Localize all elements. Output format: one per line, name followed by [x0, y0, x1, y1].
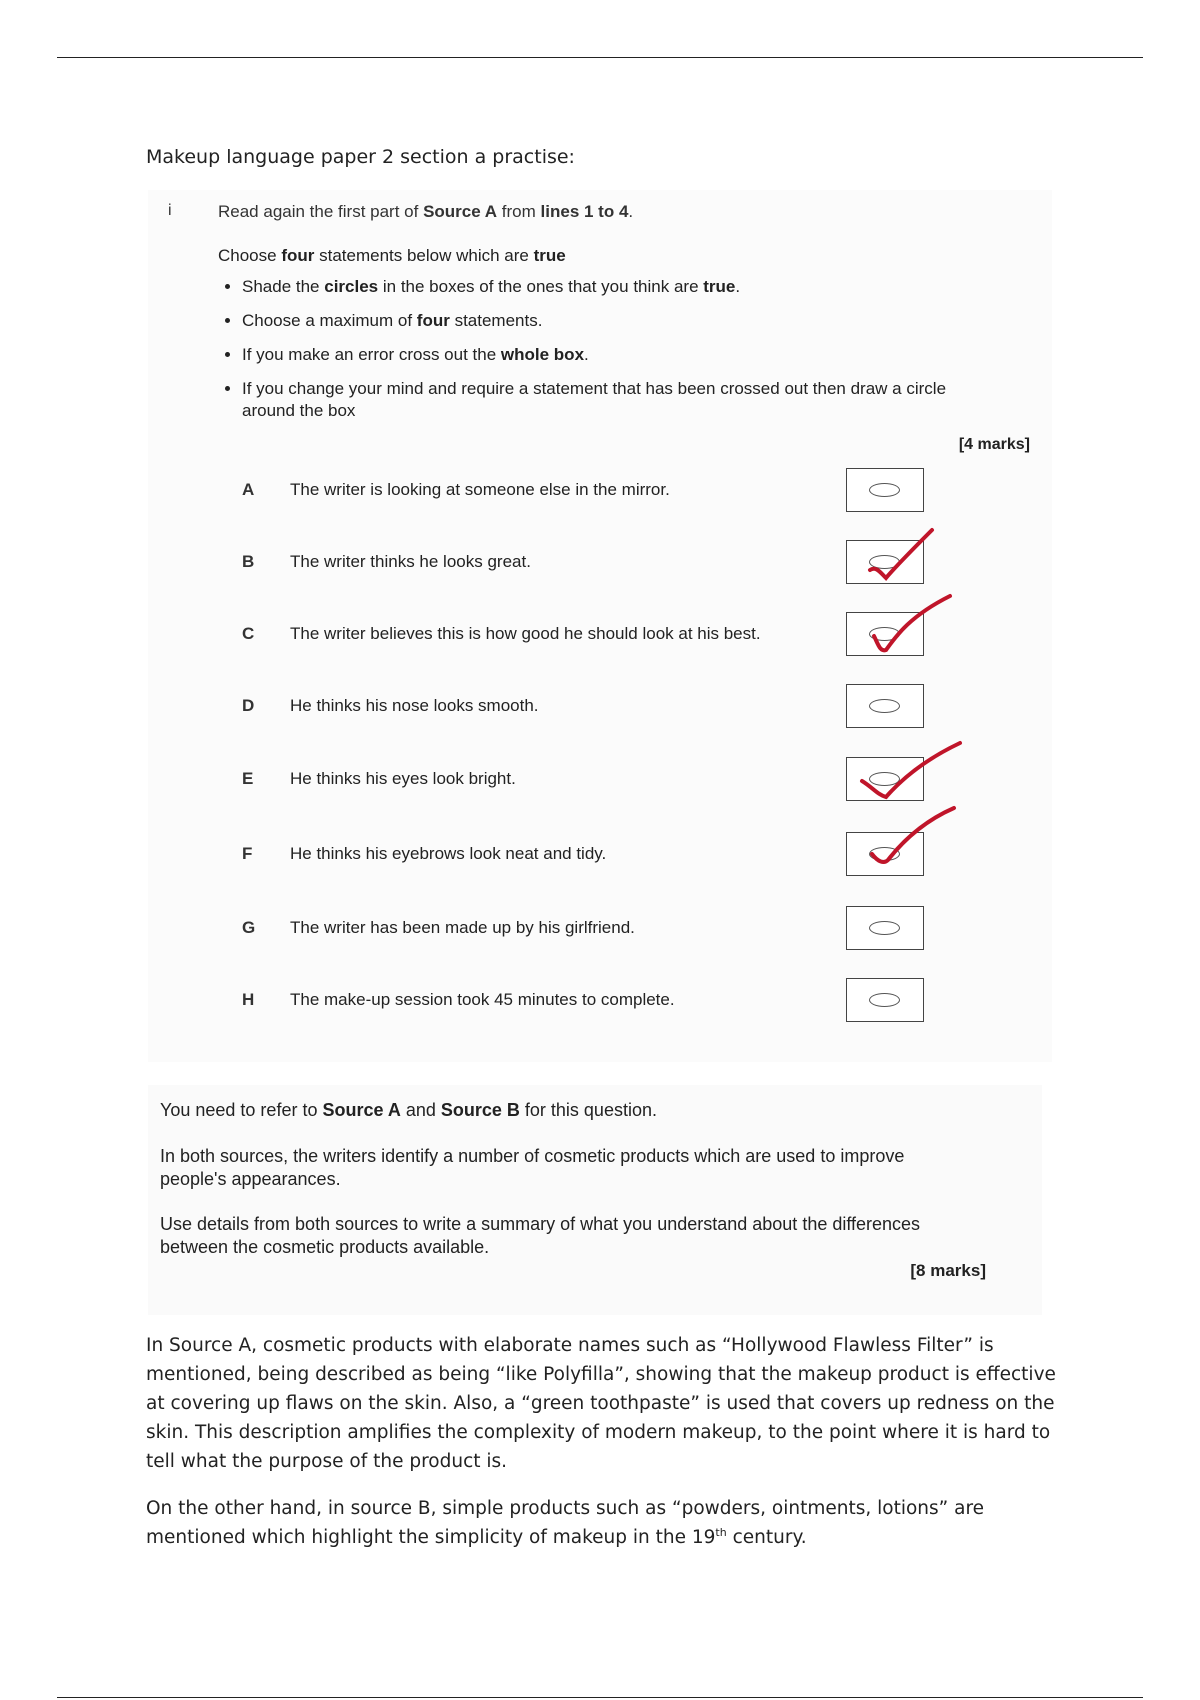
option-statement: The writer is looking at someone else in the mirror. [290, 480, 670, 499]
option-statement: He thinks his eyes look bright. [290, 769, 516, 788]
document-title: Makeup language paper 2 section a practise: [146, 146, 575, 168]
tick-mark-icon [848, 570, 958, 670]
question-2-context: In both sources, the writers identify a number of cosmetic products which are used to improve people's appearances. [160, 1146, 905, 1189]
instruction-bullet: • Choose a maximum of four statements. [242, 310, 962, 332]
option-statement: The writer thinks he looks great. [290, 552, 531, 571]
option-statement: He thinks his eyebrows look neat and tidy. [290, 844, 607, 863]
answer-paragraph-2: On the other hand, in source B, simple products such as “powders, ointments, lotions” are mentioned which highlight the simplicity of makeup in the 19th century. [146, 1498, 985, 1548]
option-letter: D [242, 696, 255, 715]
answer-circle[interactable] [869, 699, 900, 713]
instruction-bullets [218, 276, 962, 434]
option-g [148, 904, 1052, 954]
marks-label: [4 marks] [958, 436, 1030, 453]
option-letter: E [242, 769, 254, 788]
option-letter: A [242, 480, 255, 499]
option-letter: C [242, 624, 255, 643]
footer-rule [57, 1697, 1143, 1698]
option-statement: The make-up session took 45 minutes to complete. [290, 990, 675, 1009]
instruction-bullet: • If you make an error cross out the whole box. [242, 344, 962, 366]
question-1-instruction: Read again the first part of Source A from lines 1 to 4. [218, 202, 634, 221]
option-letter: F [242, 844, 253, 863]
instruction-bullet: • If you change your mind and require a statement that has been crossed out then draw a circle around the box [242, 378, 962, 422]
answer-paragraph-1: In Source A, cosmetic products with elaborate names such as “Hollywood Flawless Filter” is mentioned, being described as being “like Polyfilla”, showing that the makeup product is effective at covering up flaws on the skin. Also, a “green toothpaste” is used that covers up redness on the skin. This description amplifies the complexity of modern makeup, to the point where it is hard to tell what the purpose of the product is. [146, 1335, 1056, 1472]
marks-label: [8 marks] [910, 1261, 986, 1280]
tick-mark-icon [848, 790, 968, 890]
answer-box[interactable] [846, 978, 924, 1022]
question-2-source-instruction: You need to refer to Source A and Source B for this question. [160, 1100, 657, 1120]
question-1-scan [148, 190, 1052, 1062]
option-statement: The writer has been made up by his girlfriend. [290, 918, 635, 937]
question-2-task: Use details from both sources to write a summary of what you understand about the differences between the cosmetic products available. [160, 1214, 921, 1257]
question-number: i [168, 202, 172, 219]
answer-circle[interactable] [869, 483, 900, 497]
option-letter: G [242, 918, 256, 937]
option-h [148, 976, 1052, 1026]
option-f [148, 830, 1052, 880]
answer-box[interactable] [846, 906, 924, 950]
instruction-bullet: • Shade the circles in the boxes of the ones that you think are true. [242, 276, 962, 298]
choose-instruction: Choose four statements below which are true [218, 246, 566, 265]
question-2-scan [148, 1085, 1042, 1315]
header-rule [57, 57, 1143, 58]
option-c [148, 610, 1052, 660]
option-letter: B [242, 552, 255, 571]
answer-circle[interactable] [869, 993, 900, 1007]
option-statement: He thinks his nose looks smooth. [290, 696, 539, 715]
option-statement: The writer believes this is how good he should look at his best. [290, 624, 761, 643]
answer-circle[interactable] [869, 921, 900, 935]
option-letter: H [242, 990, 255, 1009]
